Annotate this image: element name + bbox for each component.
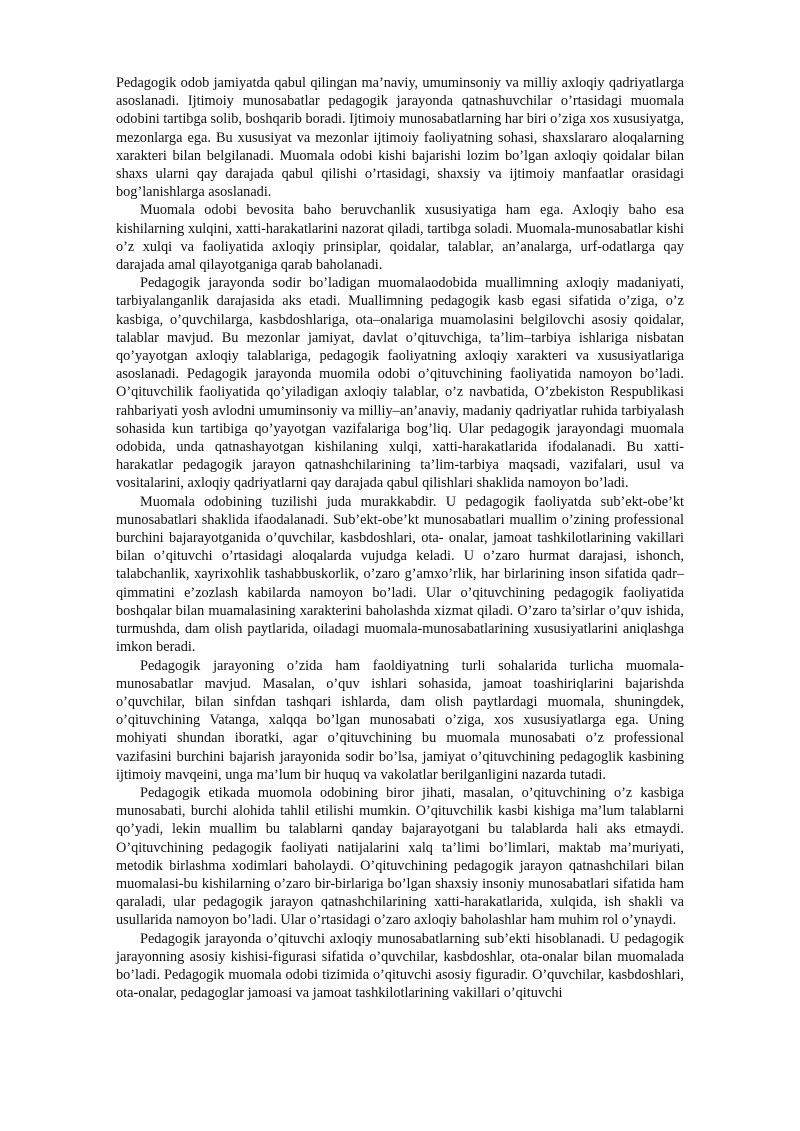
paragraph-2: Muomala odobi bevosita baho beruvchanlik xususiyatiga ham ega. Axloqiy baho esa kishilarning xulqini, xatti-harakatlarini nazorat qiladi, tartibga soladi. Muomala-munosabatlar kishi o’z xulqi va faoliyatida axloqiy prinsiplar, qoidalar, talablar, an’analarga, urf-odatlarga qay darajada amal qilayotganiga qarab baholanadi.: [116, 202, 684, 274]
paragraph-1: Pedagogik odob jamiyatda qabul qilingan ma’naviy, umuminsoniy va milliy axloqiy qadriyatlarga asoslanadi. Ijtimoiy munosabatlar pedagogik jarayonda qatnashuvchilar o’rtasidagi muomala odobini tartibga solib, boshqarib boradi. Ijtimoiy munosabatlarning har biri o’ziga xos xususiyatga, mezonlarga ega. Bu xususiyat va mezonlar ijtimoiy faoliyatning sohasi, shaxslararo aloqalarning xarakteri bilan belgilanadi. Muomala odobi kishi bajarishi lozim bo’lgan axloqiy qoidalar bilan shaxs ularni qay darajada qabul qilishi o’rtasidagi, shaxsiy va ijtimoiy manfaatlar orasidagi bog’lanishlarga asoslanadi.: [116, 75, 684, 201]
paragraph-4: Muomala odobining tuzilishi juda murakkabdir. U pedagogik faoliyatda sub’ekt-obe’kt munosabatlari shaklida ifaodalanadi. Sub’ekt-obe’kt munosabatlari muallim o’zining professional burchini bajarayotganida o’quvchilar, kasbdoshlari, ota- onalar, jamoat tashkilotlarining vakillari bilan o’qituvchi o’rtasidagi aloqalarda vujudga keladi. U o’zaro hurmat darajasi, ishonch, talabchanlik, xayrixohlik tashabbuskorlik, o’zaro g’amxo’rlik, har birlarining inson sifatida qadr–qimmatini e’zozlash kabilarda namoyon bo’ladi. Ular o’qituvchining pedagogik faoliyatida boshqalar bilan muamalasining xarakterini baholashda xizmat qiladi. O’zaro ta’sirlar o’quv ishida, turmushda, dam olish paytlarida, oiladagi muomala-munosabatlarining xususiyatlarini aniqlashga imkon beradi.: [116, 493, 684, 656]
paragraph-5: Pedagogik jarayoning o’zida ham faoldiyatning turli sohalarida turlicha muomala-munosabatlar mavjud. Masalan, o’quv ishlari sohasida, jamoat toashiriqlarini bajarishda o’quvchilar, bilan sinfdan tashqari ishlarda, dam olish paytlardagi muomala, shuningdek, o’qituvchining Vatanga, xalqqa bo’lgan munosabati o’ziga, xos xususiyatlarga ega. Uning mohiyati shundan iboratki, agar o’qituvchining bu muomala munosabati o’z professional vazifasini burchini bajarish jarayonida sodir bo’lsa, jamiyat o’qituvchining pedagoglik kasbining ijtimoiy mavqeini, unga ma’lum bir huquq va vakolatlar berilganligini nazarda tutadi.: [116, 657, 684, 783]
paragraph-7: Pedagogik jarayonda o’qituvchi axloqiy munosabatlarning sub’ekti hisoblanadi. U pedagogik jarayonning asosiy kishisi-figurasi sifatida o’quvchilar, kasbdoshlar, ota-onalar bilan muomalada bo’ladi. Pedagogik muomala odobi tizimida o’qituvchi asosiy figuradir. O’quvchilar, kasbdoshlari, ota-onalar, pedagoglar jamoasi va jamoat tashkilotlarining vakillari o’qituvchi: [116, 930, 684, 1002]
document-body: [116, 74, 684, 1002]
paragraph-3: Pedagogik jarayonda sodir bo’ladigan muomalaodobida muallimning axloqiy madaniyati, tarbiyalanganlik darajasida aks etadi. Muallimning pedagogik kasb egasi sifatida o’ziga, o’z kasbiga, o’quvchilarga, kasbdoshlariga, ota–onalariga muamolasini belgilovchi asosiy qoidalar, talablar mavjud. Bu mezonlar jamiyat, davlat o’qituvchiga, ta’lim–tarbiya ishlariga nisbatan qo’yayotgan axloqiy talablariga, pedagogik faoliyatning axloqiy xarakteri va xususiyatlariga asoslanadi. Pedagogik jarayonda muomila odobi o’qituvchining faoliyatida namoyon bo’ladi. O’qituvchilik faoliyatida qo’yiladigan axloqiy talablar, o’z navbatida, O’zbekiston Respublikasi rahbariyati yosh avlodni umuminsoniy va milliy–an’anaviy, madaniy qadriyatlar ruhida tarbiyalash sohasida kun tartibiga qo’yayotgan vazifalariga bog’liq. Ular pedagogik jarayondagi muomala odobida, unda qatnashayotgan kishilaning xulqi, xatti-harakatlarida ifodalanadi. Bu xatti- harakatlar pedagogik jarayon qatnashchilarining ta’lim-tarbiya maqsadi, vazifalari, usul va vositalarini, axloqiy qadriyatlarni qay darajada qabul qilishlari shaklida namoyon bo’ladi.: [116, 275, 684, 492]
paragraph-6: Pedagogik etikada muomola odobining biror jihati, masalan, o’qituvchining o’z kasbiga munosabati, burchi alohida tahlil etilishi mumkin. O’qituvchilik kasbi kishiga ma’lum talablarni qo’yadi, lekin muallim bu talablarni qanday bajarayotgani bu talablarda hali aks etmaydi. O’qituvchining pedagogik faoliyati natijalarini xalq ta’limi bo’limlari, maktab ma’muriyati, metodik birlashma xodimlari baholaydi. O’qituvchining pedagogik jarayon qatnashchilari bilan muomalasi-bu kishilarning o’zaro bir-birlariga bo’lgan shaxsiy insoniy munosabatlari sifatida ham qaraladi, ular pedagogik jarayon qatnashchilarining xatti-harakatlarida, xulqida, ish shakli va usullarida namoyon bo’ladi. Ular o’rtasidagi o’zaro axloqiy baholashlar ham muhim rol o’ynaydi.: [116, 784, 684, 929]
